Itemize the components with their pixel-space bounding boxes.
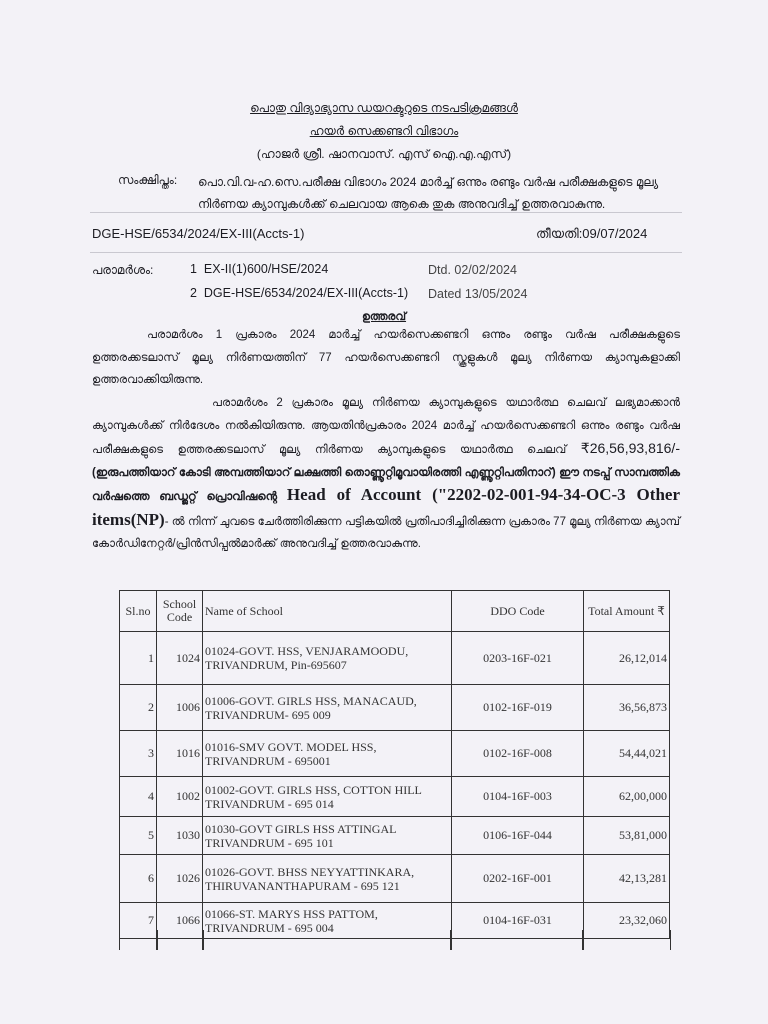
ddo-code-cell: 0102-16F-019 — [452, 685, 584, 731]
header-total-amount: Total Amount ₹ — [584, 591, 670, 632]
amount-cell: 54,44,021 — [584, 731, 670, 777]
officer-name: (ഹാജർ ശ്രീ. ഷാനവാസ്. എസ് ഐ.എ.എസ്) — [256, 147, 512, 161]
header-ddo-code: DDO Code — [452, 591, 584, 632]
school-name-cell: 01024-GOVT. HSS, VENJARAMOODU, TRIVANDRUM, Pin-695607 — [203, 632, 452, 685]
head-of-account: Head of Account ("2202-02-001-94-34-OC-3 Other items(NP) — [92, 485, 680, 529]
slno-cell: 4 — [120, 777, 157, 817]
slno-cell: 7 — [120, 903, 157, 939]
paragraph-2-text: പരാമർശം 2 പ്രകാരം മൂല്യ നിർണയ ക്യാമ്പുകളുടെ യഥാർത്ഥ ചെലവ് ലഭ്യമാക്കാൻ ക്യാമ്പുകൾക്ക് നിർദേശം നൽകിയിരുന്നു. ആയതിൻപ്രകാരം 2024 മാർച്ച് ഹയർസെക്കണ്ടറി ഒന്നും രണ്ടും വർഷ പരീക്ഷകളുടെ ഉത്തരക്കടലാസ് മൂല്യ നിർണയ ക്യാമ്പുകളുടെ യഥാർത്ഥ ചെലവ് — [92, 397, 680, 456]
ddo-code-cell: 0104-16F-003 — [452, 777, 584, 817]
amount-cell: 53,81,000 — [584, 817, 670, 855]
column-line — [582, 930, 584, 950]
table-row — [120, 731, 670, 777]
amount-in-words: (ഇരുപത്തിയാറ് കോടി അമ്പത്തിയാറ് ലക്ഷത്തി തൊണ്ണൂറ്റിമൂവായിരത്തി എണ്ണൂറ്റിപതിനാറ്) ഈ നടപ്പ് സാമ്പത്തിക വർഷത്തെ ബഡ്ജറ്റ് പ്രൊവിഷന്റെ — [92, 466, 680, 503]
order-heading: ഉത്തരവ് — [361, 311, 407, 323]
paragraph-2-end: - ൽ നിന്ന് ചുവടെ ചേർത്തിരിക്കുന്ന പട്ടികയിൽ പ്രതിപാദിച്ചിരിക്കുന്ന പ്രകാരം 77 മൂല്യ നിർണയ ക്യാമ്പ് കോർഡിനേറ്റർ/പ്രിൻസിപ്പൽമാർക്ക് അനുവദിച്ച് ഉത്തരവാകുന്നു. — [92, 515, 680, 550]
slno-cell: 3 — [120, 731, 157, 777]
ddo-code-cell: 0203-16F-021 — [452, 632, 584, 685]
table-row — [120, 777, 670, 817]
school-code-cell: 1026 — [157, 855, 203, 903]
school-name-cell: 01002-GOVT. GIRLS HSS, COTTON HILL TRIVANDRUM - 695 014 — [203, 777, 452, 817]
subject-label: സംക്ഷിപ്തം: — [118, 173, 178, 187]
paragraph-2 — [92, 392, 680, 556]
column-line — [156, 930, 158, 950]
header-school-name: Name of School — [203, 591, 452, 632]
amount-cell: 26,12,014 — [584, 632, 670, 685]
slno-cell: 6 — [120, 855, 157, 903]
school-code-cell: 1024 — [157, 632, 203, 685]
column-line — [450, 930, 452, 950]
allocation-table — [119, 590, 670, 939]
amount-cell: 42,13,281 — [584, 855, 670, 903]
ddo-code-cell: 0104-16F-031 — [452, 903, 584, 939]
school-code-cell: 1030 — [157, 817, 203, 855]
document-title: പൊതു വിദ്യാഭ്യാസ ഡയറക്ടറുടെ നടപടിക്രമങ്ങൾ — [250, 101, 518, 115]
order-date: തീയതി:09/07/2024 — [536, 226, 648, 241]
school-name-cell: 01006-GOVT. GIRLS HSS, MANACAUD, TRIVANDRUM- 695 009 — [203, 685, 452, 731]
paragraph-1: പരാമർശം 1 പ്രകാരം 2024 മാർച്ച് ഹയർസെക്കണ്ടറി ഒന്നും രണ്ടും വർഷ പരീക്ഷകളുടെ ഉത്തരക്കടലാസ് മൂല്യ നിർണയത്തിന് 77 ഹയർസെക്കണ്ടറി സ്കൂളുകൾ മൂല്യ നിർണയ ക്യാമ്പുകളാക്കി ഉത്തരവാക്കിയിരുന്നു. — [92, 329, 680, 386]
school-name-cell: 01030-GOVT GIRLS HSS ATTINGAL TRIVANDRUM - 695 101 — [203, 817, 452, 855]
reference-item-2 — [190, 286, 408, 300]
divider — [90, 212, 682, 213]
reference-id: EX-II(1)600/HSE/2024 — [203, 262, 329, 276]
ddo-code-cell: 0106-16F-044 — [452, 817, 584, 855]
school-name-cell: 01066-ST. MARYS HSS PATTOM, TRIVANDRUM - 695 004 — [203, 903, 452, 939]
header-slno: Sl.no — [120, 591, 157, 632]
reference-num: 1 — [190, 262, 197, 276]
table-header-row — [120, 591, 670, 632]
school-code-cell: 1006 — [157, 685, 203, 731]
divider — [90, 252, 682, 253]
table-continuation — [119, 930, 671, 950]
reference-date-2: Dated 13/05/2024 — [428, 287, 528, 301]
reference-item-1 — [190, 262, 328, 276]
subject-text: പൊ.വി.വ-ഹ.സെ.പരീക്ഷ വിഭാഗം 2024 മാർച്ച് ഒന്നും രണ്ടും വർഷ പരീക്ഷകളുടെ മൂല്യ നിർണയ ക്യാമ്പുകൾക്ക് ചെലവായ ആകെ തുക അനുവദിച്ച് ഉത്തരവാകുന്നു. — [198, 175, 659, 211]
slno-cell: 5 — [120, 817, 157, 855]
school-code-cell: 1016 — [157, 731, 203, 777]
slno-cell: 2 — [120, 685, 157, 731]
amount-cell: 36,56,873 — [584, 685, 670, 731]
table-row — [120, 632, 670, 685]
table-row — [120, 817, 670, 855]
school-code-cell: 1066 — [157, 903, 203, 939]
references-label: പരാമർശം: — [92, 263, 154, 277]
reference-number: DGE-HSE/6534/2024/EX-III(Accts-1) — [92, 226, 305, 241]
amount-cell: 23,32,060 — [584, 903, 670, 939]
reference-num: 2 — [190, 286, 197, 300]
department-heading: ഹയർ സെക്കണ്ടറി വിഭാഗം — [309, 124, 459, 138]
reference-date-1: Dtd. 02/02/2024 — [428, 263, 517, 277]
school-name-cell: 01016-SMV GOVT. MODEL HSS, TRIVANDRUM - 695001 — [203, 731, 452, 777]
amount-cell: 62,00,000 — [584, 777, 670, 817]
school-name-cell: 01026-GOVT. BHSS NEYYATTINKARA, THIRUVANANTHAPURAM - 695 121 — [203, 855, 452, 903]
school-code-cell: 1002 — [157, 777, 203, 817]
header-school-code: School Code — [157, 591, 203, 632]
table-row — [120, 685, 670, 731]
column-line — [202, 930, 204, 950]
table-row — [120, 855, 670, 903]
ddo-code-cell: 0102-16F-008 — [452, 731, 584, 777]
reference-id: DGE-HSE/6534/2024/EX-III(Accts-1) — [203, 286, 409, 300]
total-amount: ₹26,56,93,816/- — [580, 440, 680, 456]
slno-cell: 1 — [120, 632, 157, 685]
ddo-code-cell: 0202-16F-001 — [452, 855, 584, 903]
